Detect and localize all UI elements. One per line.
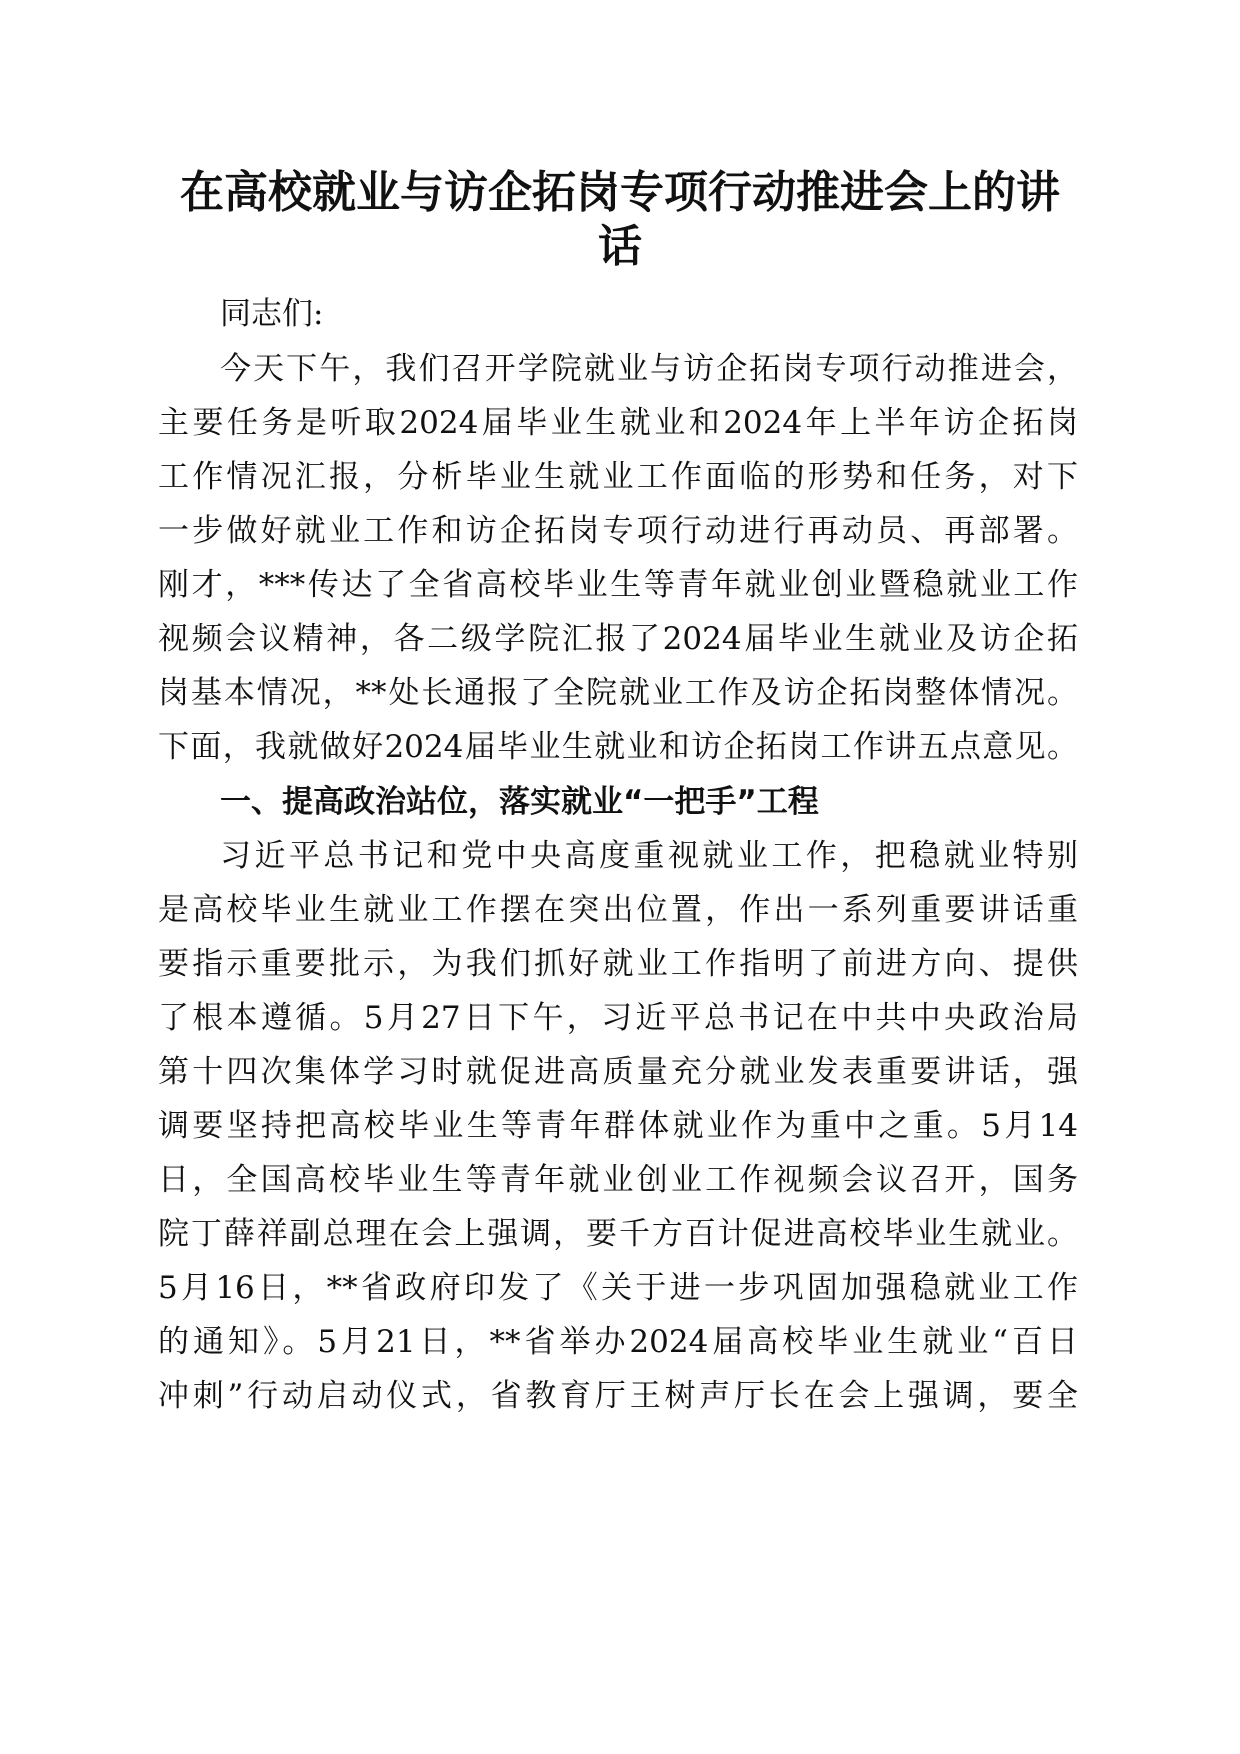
paragraph-1-line: 下面，我就做好2024届毕业生就业和访企拓岗工作讲五点意见。	[158, 729, 1078, 765]
paragraph-2-line: 调要坚持把高校毕业生等青年群体就业作为重中之重。5月14	[158, 1108, 1078, 1144]
section-1-heading: 一、提高政治站位，落实就业“一把手”工程	[220, 784, 819, 820]
paragraph-1-line: 视频会议精神，各二级学院汇报了2024届毕业生就业及访企拓	[158, 621, 1078, 657]
paragraph-2-line: 院丁薛祥副总理在会上强调，要千方百计促进高校毕业生就业。	[158, 1216, 1078, 1252]
paragraph-2-line: 第十四次集体学习时就促进高质量充分就业发表重要讲话，强	[158, 1054, 1078, 1090]
salutation: 同志们:	[220, 296, 324, 332]
paragraph-1-line: 主要任务是听取2024届毕业生就业和2024年上半年访企拓岗	[158, 405, 1078, 441]
paragraph-1-line: 岗基本情况，**处长通报了全院就业工作及访企拓岗整体情况。	[158, 675, 1078, 711]
paragraph-2-line: 是高校毕业生就业工作摆在突出位置，作出一系列重要讲话重	[158, 892, 1078, 928]
paragraph-1-line: 今天下午，我们召开学院就业与访企拓岗专项行动推进会，	[220, 351, 1078, 387]
paragraph-2-line: 日，全国高校毕业生等青年就业创业工作视频会议召开，国务	[158, 1162, 1078, 1198]
paragraph-1-line: 工作情况汇报，分析毕业生就业工作面临的形势和任务，对下	[158, 459, 1078, 495]
paragraph-2-line: 冲刺”行动启动仪式，省教育厅王树声厅长在会上强调，要全	[158, 1378, 1078, 1414]
paragraph-2-line: 5月16日，**省政府印发了《关于进一步巩固加强稳就业工作	[158, 1270, 1078, 1306]
paragraph-2-line: 习近平总书记和党中央高度重视就业工作，把稳就业特别	[220, 838, 1078, 874]
document-title-line-1: 在高校就业与访企拓岗专项行动推进会上的讲	[180, 167, 1060, 218]
paragraph-1-line: 刚才，***传达了全省高校毕业生等青年就业创业暨稳就业工作	[158, 567, 1078, 603]
paragraph-2-line: 的通知》。5月21日，**省举办2024届高校毕业生就业“百日	[158, 1324, 1078, 1360]
paragraph-2-line: 要指示重要批示，为我们抓好就业工作指明了前进方向、提供	[158, 946, 1078, 982]
paragraph-1-line: 一步做好就业工作和访企拓岗专项行动进行再动员、再部署。	[158, 513, 1078, 549]
document-title-line-2: 话	[598, 221, 642, 272]
paragraph-2-line: 了根本遵循。5月27日下午，习近平总书记在中共中央政治局	[158, 1000, 1078, 1036]
